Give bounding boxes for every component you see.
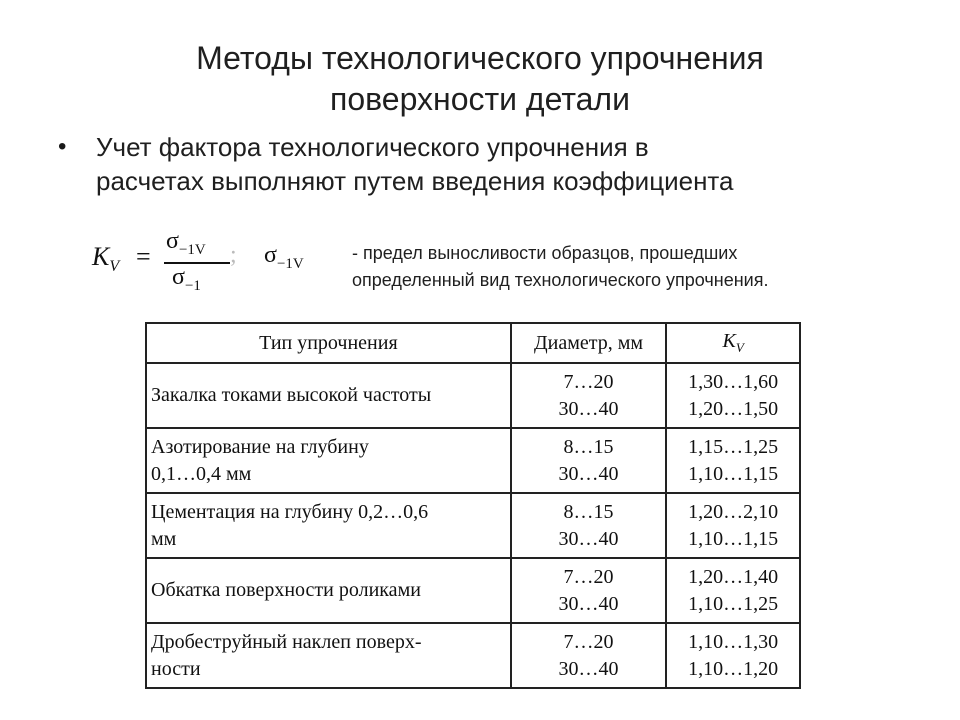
kv-formula <box>92 228 342 298</box>
table-row <box>146 558 800 623</box>
cell-kv: 1,20…1,40 1,10…1,25 <box>666 558 800 623</box>
definition-line-1: - предел выносливости образцов, прошедших <box>352 243 738 263</box>
definition-text <box>352 240 932 294</box>
definition-line-2: определенный вид технологического упрочнения. <box>352 270 769 290</box>
formula-term: $\sigma_{-1V}$ <box>264 242 304 272</box>
slide-title-line-2: поверхности детали <box>330 81 630 117</box>
cell-kv: 1,15…1,25 1,10…1,15 <box>666 428 800 493</box>
cell-diameter: 7…20 30…40 <box>511 558 667 623</box>
bullet-text-line-1: Учет фактора технологического упрочнения в <box>96 132 649 162</box>
cell-type: Дробеструйный наклеп поверх- ности <box>146 623 511 688</box>
header-kv: $K_V$ <box>666 323 800 363</box>
bullet-text-line-2: расчетах выполняют путем введения коэффициента <box>96 166 734 196</box>
cell-type: Закалка токами высокой частоты <box>146 363 511 428</box>
cell-diameter: 8…15 30…40 <box>511 428 667 493</box>
slide-title-line-1: Методы технологического упрочнения <box>196 40 764 76</box>
cell-type: Азотирование на глубину 0,1…0,4 мм <box>146 428 511 493</box>
slide-title <box>0 38 960 120</box>
formula-lhs: $K_V$ <box>92 242 120 276</box>
table-row <box>146 428 800 493</box>
bullet-text <box>96 130 926 198</box>
formula-numerator: $\sigma_{-1V}$ <box>166 228 206 258</box>
header-type: Тип упрочнения <box>146 323 511 363</box>
formula-separator: ; <box>230 242 237 268</box>
cell-diameter: 8…15 30…40 <box>511 493 667 558</box>
table-row <box>146 493 800 558</box>
hardening-table <box>145 322 801 689</box>
cell-kv: 1,20…2,10 1,10…1,15 <box>666 493 800 558</box>
cell-type: Обкатка поверхности роликами <box>146 558 511 623</box>
table-header-row <box>146 323 800 363</box>
formula-denominator: $\sigma_{-1}$ <box>172 264 201 294</box>
cell-kv: 1,10…1,30 1,10…1,20 <box>666 623 800 688</box>
formula-fraction <box>164 228 234 296</box>
table-row <box>146 623 800 688</box>
formula-equals: = <box>136 242 151 271</box>
cell-diameter: 7…20 30…40 <box>511 623 667 688</box>
bullet-dot-icon: • <box>58 133 67 160</box>
header-diameter: Диаметр, мм <box>511 323 667 363</box>
cell-diameter: 7…20 30…40 <box>511 363 667 428</box>
table-row <box>146 363 800 428</box>
cell-kv: 1,30…1,60 1,20…1,50 <box>666 363 800 428</box>
cell-type: Цементация на глубину 0,2…0,6 мм <box>146 493 511 558</box>
